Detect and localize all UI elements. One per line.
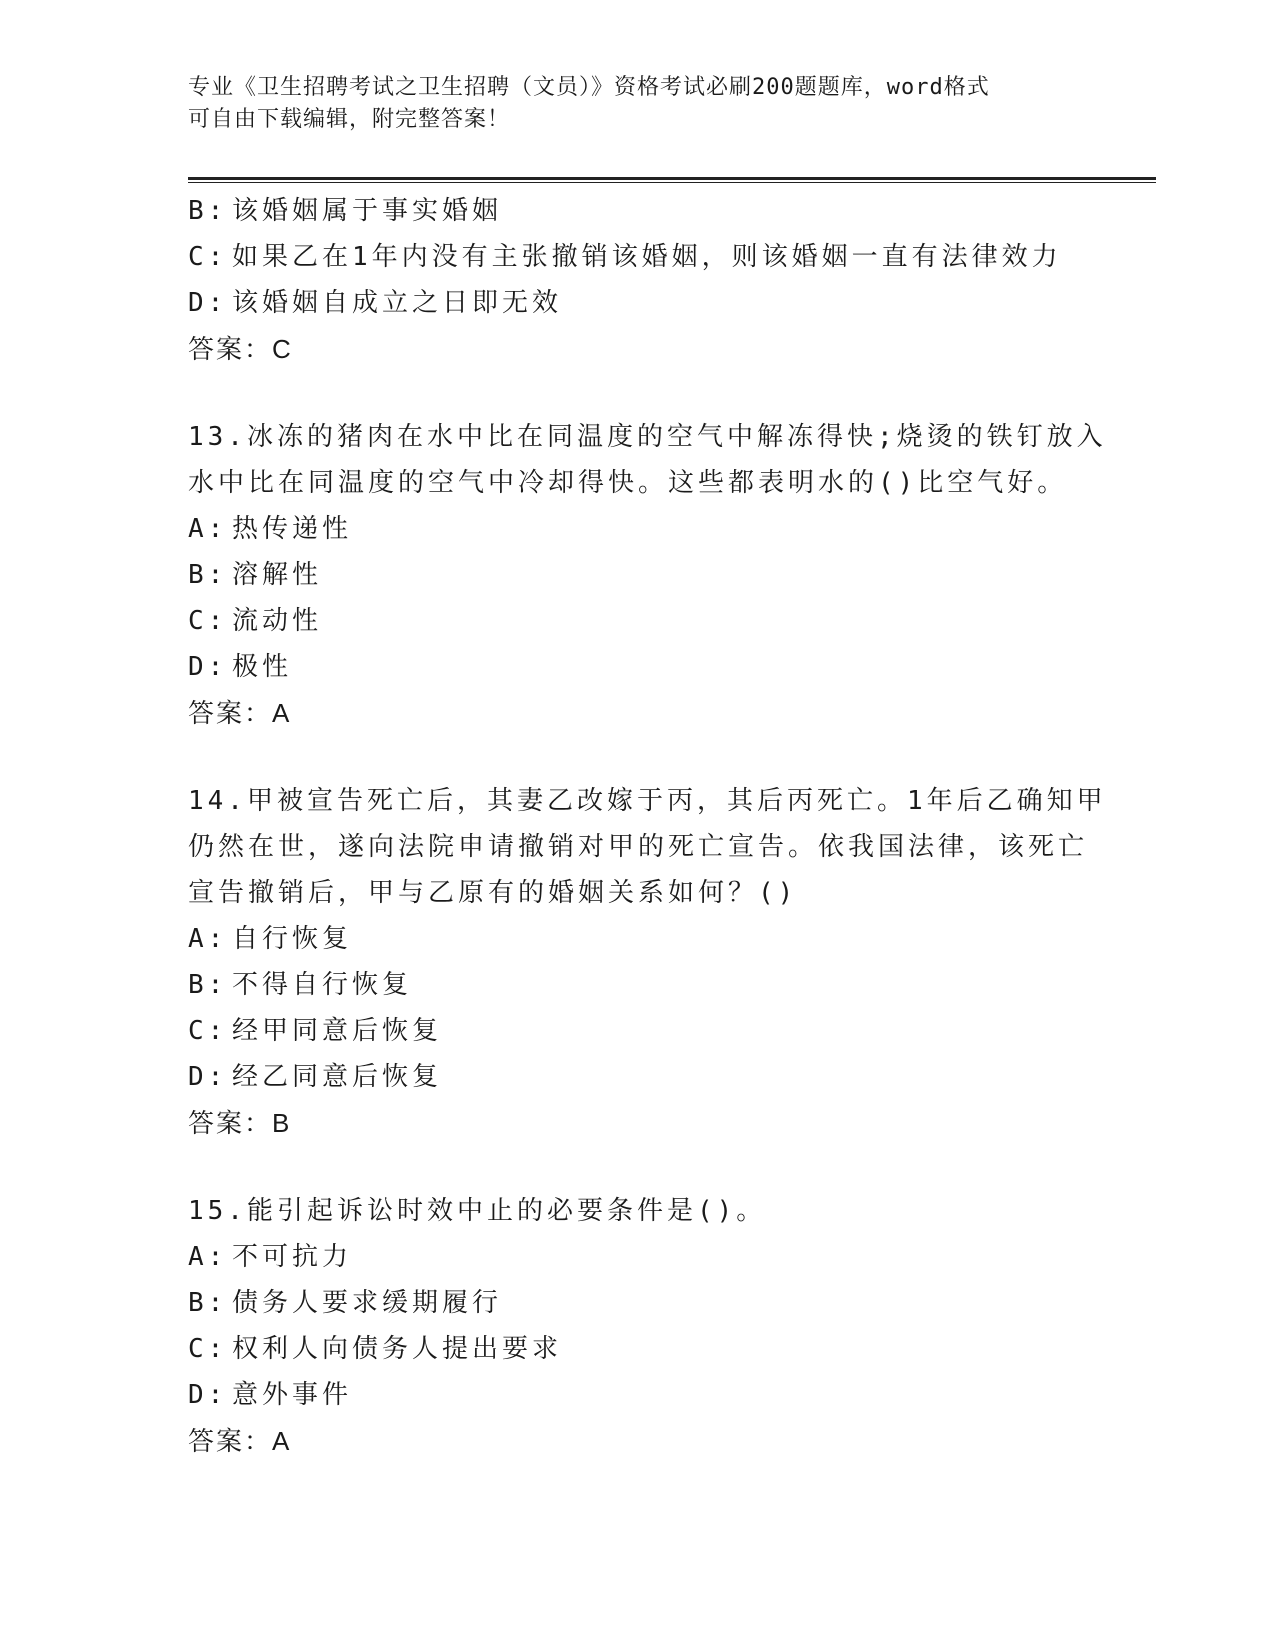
answer-line: 答案：A <box>188 1426 292 1456</box>
option-letter: B: <box>188 560 228 590</box>
question-spacer <box>188 736 1088 778</box>
option-letter: D: <box>188 1062 228 1092</box>
option-letter: C: <box>188 1016 228 1046</box>
option-letter: C: <box>188 606 228 636</box>
answer-line: 答案：B <box>188 1108 292 1138</box>
option-text: 流动性 <box>232 606 323 636</box>
option-text: 极性 <box>232 652 293 682</box>
option-letter: D: <box>188 288 228 318</box>
option-text: 经甲同意后恢复 <box>232 1016 443 1046</box>
option-letter: B: <box>188 1288 228 1318</box>
option-a <box>188 1234 1088 1280</box>
option-d <box>188 644 1088 690</box>
option-letter: C: <box>188 1334 228 1364</box>
header-title-line-2: 可自由下载编辑，附完整答案！ <box>188 107 511 132</box>
header-title-line-1: 专业《卫生招聘考试之卫生招聘（文员）》资格考试必刷200题题库，word格式 <box>188 75 990 100</box>
question-12-continued <box>188 188 1088 372</box>
option-b <box>188 1280 1088 1326</box>
answer-line: 答案：C <box>188 334 293 364</box>
option-text: 不得自行恢复 <box>232 970 413 1000</box>
option-a <box>188 916 1088 962</box>
question-14 <box>188 778 1107 1146</box>
option-d <box>188 280 1088 326</box>
answer-line: 答案：A <box>188 698 292 728</box>
option-text: 经乙同意后恢复 <box>232 1062 443 1092</box>
question-15 <box>188 1188 1088 1464</box>
option-d <box>188 1054 1088 1100</box>
option-letter: B: <box>188 970 228 1000</box>
question-list <box>188 188 1107 1464</box>
option-letter: A: <box>188 514 228 544</box>
header-divider <box>188 177 1156 183</box>
question-stem-line: 宣告撤销后，甲与乙原有的婚姻关系如何？() <box>188 878 798 908</box>
option-letter: A: <box>188 1242 228 1272</box>
option-text: 权利人向债务人提出要求 <box>232 1334 563 1364</box>
option-letter: D: <box>188 1380 228 1410</box>
option-text: 溶解性 <box>232 560 323 590</box>
option-letter: D: <box>188 652 228 682</box>
question-stem-line: 15.能引起诉讼时效中止的必要条件是()。 <box>188 1196 767 1226</box>
document-header <box>188 72 1068 136</box>
header-divider-thick <box>188 177 1156 180</box>
option-d <box>188 1372 1088 1418</box>
option-text: 热传递性 <box>232 514 353 544</box>
option-text: 该婚姻自成立之日即无效 <box>232 288 563 318</box>
option-text: 自行恢复 <box>232 924 353 954</box>
header-divider-thin <box>188 182 1156 183</box>
option-letter: C: <box>188 242 228 272</box>
option-a <box>188 506 1088 552</box>
option-text: 意外事件 <box>232 1380 353 1410</box>
question-stem-line: 13.冰冻的猪肉在水中比在同温度的空气中解冻得快;烧烫的铁钉放入 <box>188 422 1107 452</box>
question-13 <box>188 414 1107 736</box>
option-letter: B: <box>188 196 228 226</box>
option-b <box>188 962 1088 1008</box>
option-c <box>188 1008 1088 1054</box>
option-b <box>188 188 1088 234</box>
option-c <box>188 234 1088 280</box>
question-stem-line: 14.甲被宣告死亡后，其妻乙改嫁于丙，其后丙死亡。1年后乙确知甲 <box>188 786 1107 816</box>
question-spacer <box>188 1146 1088 1188</box>
option-b <box>188 552 1088 598</box>
option-text: 该婚姻属于事实婚姻 <box>232 196 503 226</box>
option-text: 不可抗力 <box>232 1242 353 1272</box>
option-letter: A: <box>188 924 228 954</box>
option-text: 债务人要求缓期履行 <box>232 1288 503 1318</box>
question-spacer <box>188 372 1088 414</box>
question-stem-line: 水中比在同温度的空气中冷却得快。这些都表明水的()比空气好。 <box>188 468 1068 498</box>
option-c <box>188 598 1088 644</box>
option-c <box>188 1326 1088 1372</box>
question-stem-line: 仍然在世，遂向法院申请撤销对甲的死亡宣告。依我国法律，该死亡 <box>188 832 1089 862</box>
option-text: 如果乙在1年内没有主张撤销该婚姻，则该婚姻一直有法律效力 <box>232 242 1062 272</box>
